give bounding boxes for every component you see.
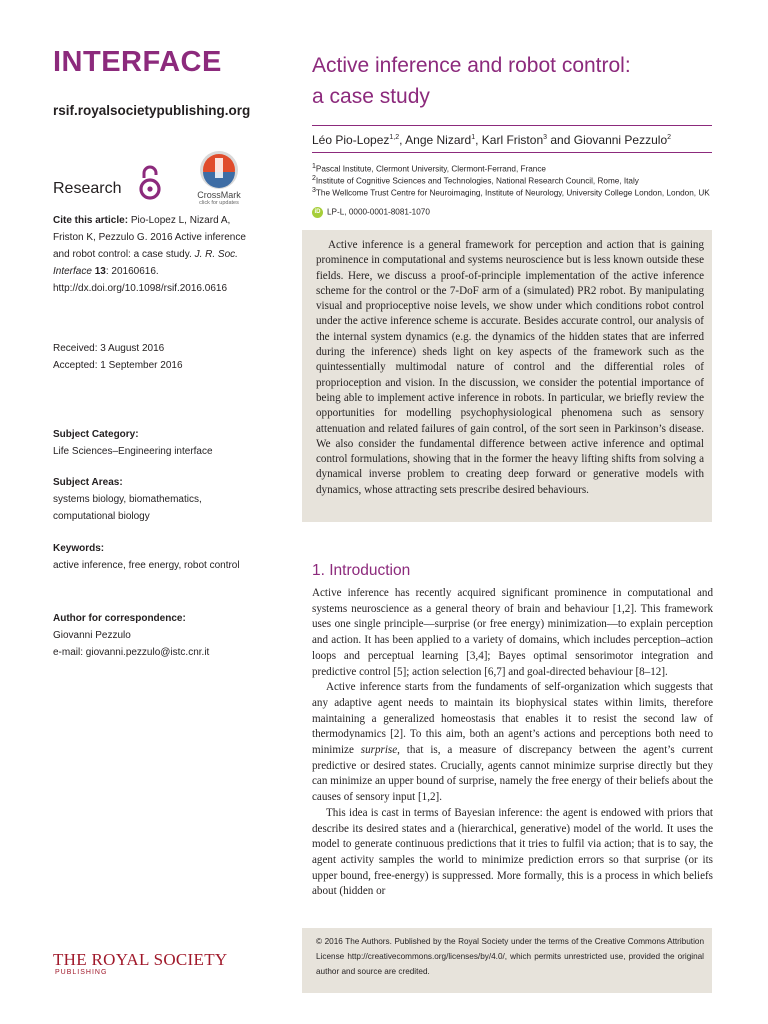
affil-text: Institute of Cognitive Sciences and Technologies, National Research Council, Rome, Italy: [315, 176, 639, 186]
author-affil-sup: 2: [667, 134, 672, 141]
abstract-box: [302, 230, 712, 522]
author-name: Léo Pio-Lopez: [312, 133, 390, 147]
subject-areas-label: Subject Areas:: [53, 477, 123, 488]
publisher-logo: THE ROYAL SOCIETY: [53, 950, 228, 969]
correspondence-name: Giovanni Pezzulo: [53, 630, 131, 641]
crossmark-icon: [193, 150, 245, 190]
title-line-1: Active inference and robot control:: [312, 54, 631, 77]
introduction-body: [312, 586, 713, 900]
article-title: [312, 50, 732, 112]
affil-sup: 3: [312, 187, 316, 194]
cite-text: Pio-Lopez L, Nizard A, Friston K, Pezzulo G. 2016 Active inference and robot control: a case study.: [53, 215, 246, 260]
received-date: Received: 3 August 2016: [53, 343, 165, 354]
orcid-line: [312, 207, 430, 218]
citation-block: [53, 212, 253, 297]
keywords-label: Keywords:: [53, 543, 105, 554]
intro-p2-part-b: , that is, a measure of discrepancy between the agent’s current predictive or desired states. Crucially, agents cannot minimize surprise directly but they can minimize an upper bound of surprise, namely the free energy of their beliefs about the causes of sensory input [1,2].: [312, 744, 713, 804]
orcid-id[interactable]: LP-L, 0000-0001-8081-1070: [327, 207, 430, 217]
correspondence-label: Author for correspondence:: [53, 613, 186, 624]
author-name: Karl Friston: [481, 133, 544, 147]
cite-label: Cite this article:: [53, 215, 129, 226]
license-text: © 2016 The Authors. Published by the Royal Society under the terms of the Creative Commons Attribution License http://creativecommons.org/licenses/by/4.0/, which permits unrestricted use, provided the original author and source are credited.: [316, 937, 704, 976]
affiliation-3: [312, 184, 732, 201]
author-affil-sup: 1: [471, 134, 476, 141]
author-name: Ange Nizard: [405, 133, 472, 147]
section-heading-introduction: 1. Introduction: [312, 562, 411, 579]
author-affil-sup: 1,2: [389, 134, 400, 141]
affil-sup: 2: [312, 175, 316, 182]
orcid-icon[interactable]: iD: [312, 207, 323, 218]
keywords: [53, 540, 253, 574]
intro-p2-emphasis: surprise: [360, 744, 398, 757]
license-box: [302, 928, 712, 993]
intro-p2-part-a: Active inference starts from the fundaments of self-organization which suggests that any adaptive agent needs to maintain its biophysical states within limits, therefore maintaining a generalized homeostasis that enables it to resist the second law of thermodynamics [2]. To this aim, both an agent’s actions and perceptions both need to minimize: [312, 681, 713, 757]
open-access-icon: [139, 164, 161, 207]
correspondence-email[interactable]: e-mail: giovanni.pezzulo@istc.cnr.it: [53, 647, 210, 658]
affil-text: Pascal Institute, Clermont University, Clermont-Ferrand, France: [315, 164, 546, 174]
title-line-2: a case study: [312, 85, 430, 108]
title-divider: [312, 125, 712, 126]
subject-areas: [53, 474, 223, 525]
affil-sup: 1: [312, 163, 316, 170]
author-name: Giovanni Pezzulo: [573, 133, 668, 147]
crossmark-sublabel: click for updates: [199, 200, 239, 206]
subject-category: [53, 426, 253, 460]
dates-block: [53, 340, 253, 374]
author-affil-sup: 3: [543, 134, 548, 141]
intro-paragraph-3: This idea is cast in terms of Bayesian inference: the agent is endowed with priors that describe its desired states and a (hierarchical, generative) model of the world. It uses the model to generate continuous predictions that it tries to fulfil via action; that is to say, the agent activity samples the world to minimize prediction errors so that surprise (or its upper bound, free-energy) is suppressed. More formally, this is a process in which beliefs about (hidden or: [312, 806, 713, 898]
article-section: Research: [53, 180, 122, 197]
accepted-date: Accepted: 1 September 2016: [53, 360, 183, 371]
intro-paragraph-2: [312, 680, 713, 806]
subject-category-value: Life Sciences–Engineering interface: [53, 446, 213, 457]
keywords-value: active inference, free energy, robot control: [53, 560, 240, 571]
cite-journal: J. R. Soc. Interface: [53, 249, 238, 277]
intro-paragraph-1: Active inference has recently acquired significant prominence in computational and systems neuroscience as a general theory of brain and behaviour [1,2]. This framework uses one single principle—surprise (or free energy) minimization—to explain perception and action. It has been applied to a variety of domains, which includes perception–action loops and perceptual learning [3,4]; Bayes optimal sensorimotor integration and predictive control [5]; action selection [6,7] and goal-directed behaviour [8–12].: [312, 587, 713, 678]
cite-article-no: : 20160616.: [105, 266, 159, 277]
affil-text: The Wellcome Trust Centre for Neuroimaging, Institute of Neurology, University College London, London, UK: [315, 188, 710, 198]
cite-volume: 13: [94, 266, 106, 277]
authors-divider: [312, 152, 712, 153]
publisher-logo-sub: PUBLISHING: [55, 969, 108, 976]
crossmark-badge[interactable]: [193, 150, 245, 206]
journal-name: INTERFACE: [53, 46, 222, 78]
subject-areas-value: systems biology, biomathematics, computational biology: [53, 494, 202, 522]
author-list: Léo Pio-Lopez$^{1,2}$, Ange Nizard$^1$, Karl Friston$^3$ and Giovanni Pezzulo$^2$: [312, 133, 672, 147]
abstract-text: Active inference is a general framework for perception and action that is gaining prominence in computational and systems neuroscience but is less known outside these fields. Here, we discuss a proof-of-principle implementation of the active inference scheme for the control or the 7-DoF arm of a (simulated) PR2 robot. By manipulating visual and proprioceptive noise levels, we show under which conditions robot control under the active inference scheme is accurate. Besides accurate control, our analysis of the internal system dynamics (e.g. the dynamics of the hidden states that are inferred during the inference) sheds light on key aspects of the framework such as the quintessentially multimodal nature of control and the differential roles of proprioception and vision. In the discussion, we consider the potential importance of being able to implement active inference in robots. In particular, we briefly review the opportunities for modelling psychophysiological phenomena such as sensory attenuation and related failures of gain control, of the sort seen in Parkinson’s disease. We also consider the fundamental difference between active inference and optimal control formulations, showing that in the former the heavy lifting shifts from solving a dynamical inverse problem to creating deep forward or generative models with dynamics, whose attracting sets prescribe desired behaviours.: [316, 239, 704, 496]
subject-category-label: Subject Category:: [53, 429, 139, 440]
journal-site-link[interactable]: rsif.royalsocietypublishing.org: [53, 103, 251, 118]
correspondence: [53, 610, 253, 661]
cite-doi-link[interactable]: http://dx.doi.org/10.1098/rsif.2016.0616: [53, 283, 228, 294]
crossmark-label: CrossMark: [197, 190, 241, 200]
